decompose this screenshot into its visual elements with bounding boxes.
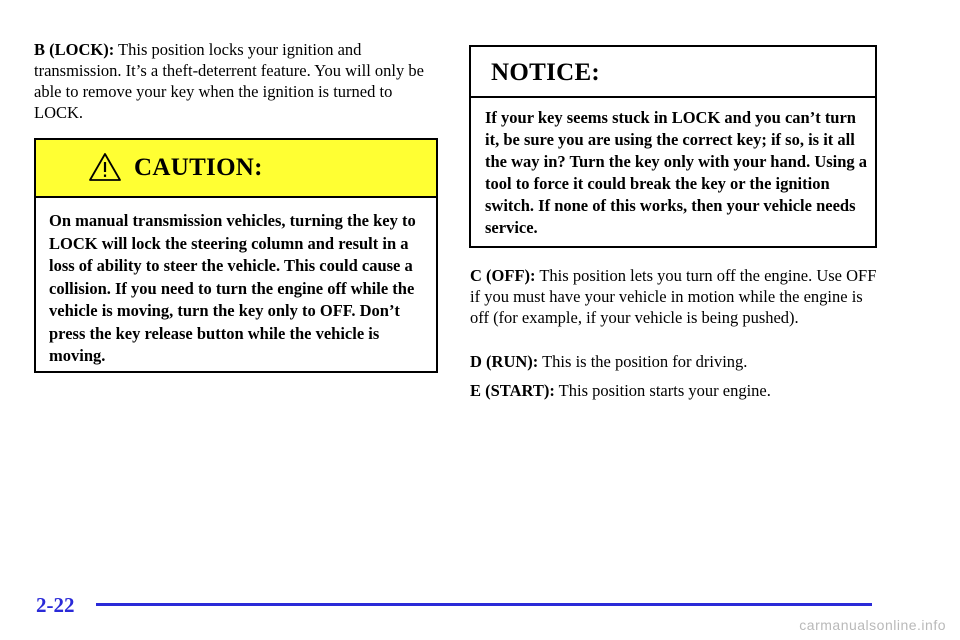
- warning-triangle-icon: [88, 152, 122, 182]
- lock-position-label: B (LOCK):: [34, 40, 115, 59]
- notice-header: [471, 47, 875, 98]
- footer-rule: [96, 603, 872, 606]
- lock-position-text: This position locks your ignition and transmission. It’s a theft-deterrent feature. You will only be able to remove your key when the ignition is turned to LOCK.: [34, 40, 424, 122]
- off-position-label: C (OFF):: [470, 266, 536, 285]
- watermark: carmanualsonline.info: [799, 617, 946, 633]
- run-position-text: This is the position for driving.: [538, 352, 748, 371]
- off-position-paragraph: [470, 265, 880, 328]
- caution-box: [34, 138, 438, 373]
- off-position-text: This position lets you turn off the engine. Use OFF if you must have your vehicle in motion while the engine is off (for example, if your vehicle is being pushed).: [470, 266, 877, 327]
- notice-box: [469, 45, 877, 248]
- notice-title: NOTICE:: [491, 59, 601, 86]
- lock-position-paragraph: [34, 39, 444, 123]
- caution-header: [36, 140, 436, 198]
- start-position-label: E (START):: [470, 381, 555, 400]
- notice-text: If your key seems stuck in LOCK and you can’t turn it, be sure you are using the correct key; if so, is it all the way in? Turn the key only with your hand. Using a tool to force it could break the key or the ignition switch. If none of this works, then your vehicle needs service.: [485, 108, 868, 237]
- run-position-paragraph: [470, 351, 880, 372]
- start-position-paragraph: [470, 380, 880, 401]
- start-position-text: This position starts your engine.: [554, 381, 771, 400]
- caution-title: CAUTION:: [134, 154, 263, 181]
- caution-text: On manual transmission vehicles, turning the key to LOCK will lock the steering column and result in a loss of ability to steer the vehicle. This could cause a collision. If you need to turn the engine off while the vehicle is moving, turn the key only to OFF. Don’t press the key release button while the vehicle is moving.: [49, 211, 416, 365]
- page-number: 2-22: [36, 593, 75, 617]
- run-position-label: D (RUN):: [470, 352, 539, 371]
